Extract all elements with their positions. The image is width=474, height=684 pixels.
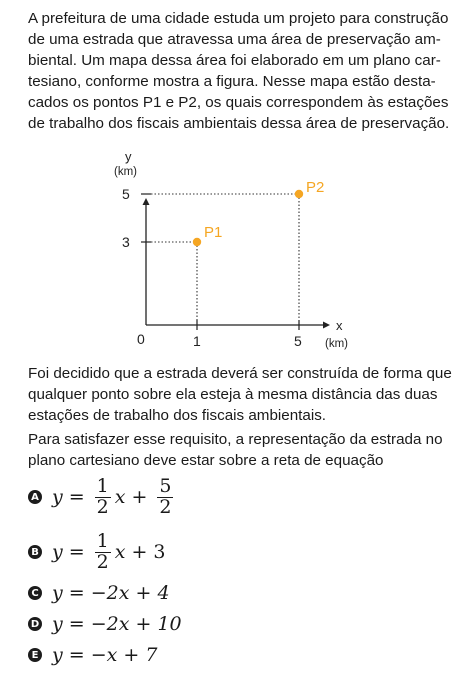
option-a-badge: A [28, 490, 42, 504]
option-b-var: x [114, 541, 126, 564]
origin-label: 0 [137, 331, 145, 347]
option-b-badge: B [28, 545, 42, 559]
option-b-const: 3 [153, 541, 166, 564]
intro-line: de uma estrada que atravessa uma área de preservação am- [28, 31, 441, 48]
option-a-equation [52, 477, 177, 518]
option-b-eq: = [68, 541, 85, 564]
question-line: plano cartesiano deve estar sobre a reta de equação [28, 452, 384, 469]
option-a-op: + [131, 486, 148, 509]
decision-paragraph [28, 363, 452, 426]
fraction-denominator: 2 [96, 495, 109, 518]
option-a-var: x [114, 486, 126, 509]
fraction-numerator: 1 [96, 475, 109, 497]
intro-line: biental. Um mapa dessa área foi elaborado em um plano car- [28, 52, 441, 69]
y-axis-unit: (km) [114, 166, 137, 178]
intro-paragraph [28, 8, 448, 134]
intro-line: de trabalho dos fiscais ambientais dessa área de preservação. [28, 115, 450, 132]
question-paragraph [28, 429, 448, 471]
fraction-denominator: 2 [96, 550, 109, 573]
x-axis-arrow-icon [323, 322, 330, 329]
option-b-fraction [95, 532, 111, 573]
option-e[interactable] [28, 644, 157, 666]
decision-line: Foi decidido que a estrada deverá ser construída de forma que [28, 365, 452, 382]
x-tick-label-1: 1 [193, 333, 201, 349]
fraction-denominator: 2 [159, 495, 172, 518]
option-a[interactable] [28, 477, 177, 518]
option-d[interactable] [28, 613, 182, 635]
y-tick-label-3: 3 [122, 234, 130, 250]
y-axis-arrow-icon [143, 198, 150, 205]
cartesian-map-figure [96, 148, 366, 353]
option-b[interactable] [28, 532, 165, 573]
option-a-eq: = [68, 486, 85, 509]
option-c-equation: y = −2x + 4 [52, 582, 170, 604]
intro-line: A prefeitura de uma cidade estuda um projeto para construção [28, 10, 449, 27]
option-b-equation [52, 532, 165, 573]
point-p2-label: P2 [306, 179, 325, 196]
intro-line: tesiano, conforme mostra a figura. Nesse mapa estão desta- [28, 73, 436, 90]
x-axis-unit: (km) [325, 338, 348, 350]
point-p2 [295, 190, 303, 198]
y-axis-label: y [125, 149, 132, 164]
option-e-equation: y = −x + 7 [52, 644, 158, 666]
option-a-lhs: y [52, 486, 63, 509]
decision-line: qualquer ponto sobre ela esteja à mesma distância das duas [28, 386, 438, 403]
y-tick-label-5: 5 [122, 186, 130, 202]
x-tick-label-5: 5 [294, 333, 302, 349]
option-d-equation: y = −2x + 10 [52, 613, 182, 635]
question-line: Para satisfazer esse requisito, a representação da estrada no [28, 431, 443, 448]
option-c-badge: C [28, 586, 42, 600]
decision-line: estações de trabalho dos fiscais ambientais. [28, 407, 327, 424]
option-e-badge: E [28, 648, 42, 662]
option-b-lhs: y [52, 541, 63, 564]
fraction-numerator: 1 [96, 530, 109, 552]
intro-line: cados os pontos P1 e P2, os quais correspondem às estações [28, 94, 449, 111]
fraction-numerator: 5 [159, 475, 172, 497]
point-p1 [193, 238, 201, 246]
option-b-op: + [131, 541, 148, 564]
option-a-fraction-2 [157, 477, 173, 518]
option-a-fraction-1 [95, 477, 111, 518]
option-c[interactable] [28, 582, 170, 604]
x-axis-label: x [336, 318, 343, 333]
point-p1-label: P1 [204, 224, 223, 241]
option-d-badge: D [28, 617, 42, 631]
